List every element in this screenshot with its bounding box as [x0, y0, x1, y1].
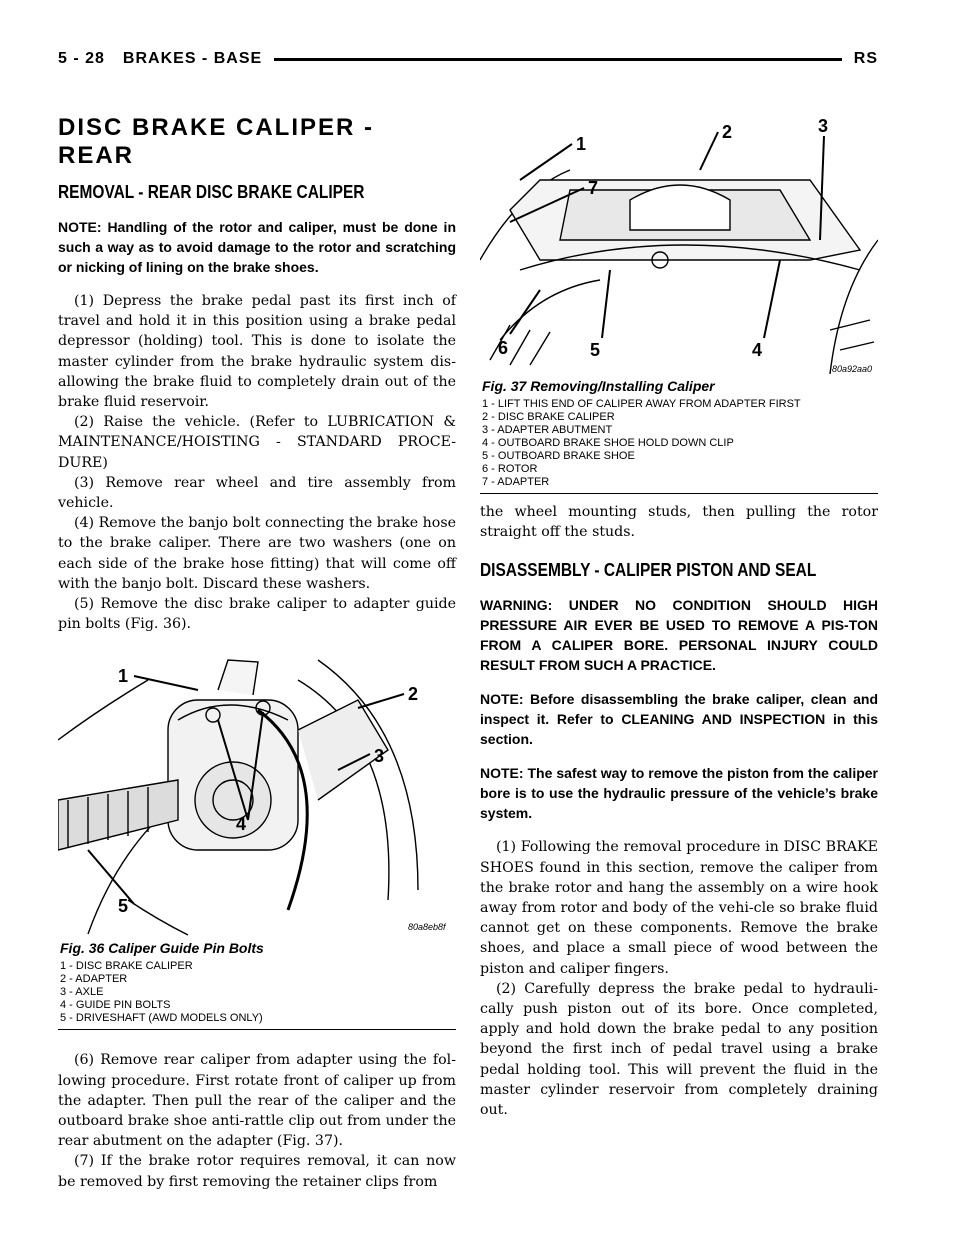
fig37-caption: Fig. 37 Removing/Installing Caliper — [482, 378, 715, 394]
fig37-legend-item: 2 - DISC BRAKE CALIPER — [482, 411, 615, 423]
page-header — [58, 44, 878, 74]
fig36-legend-item: 5 - DRIVESHAFT (AWD MODELS ONLY) — [60, 1012, 263, 1025]
fig37-illustration — [480, 110, 878, 374]
fig37-legend-item: 4 - OUTBOARD BRAKE SHOE HOLD DOWN CLIP — [482, 437, 734, 449]
fig36-legend — [58, 960, 456, 1030]
left-column — [58, 108, 456, 1192]
fig37-callout-2: 2 — [722, 122, 733, 142]
step-7: (7) If the brake rotor requires removal, it can now be removed by first removing the retainer clips from — [58, 1153, 456, 1190]
step-5: (5) Remove the disc brake caliper to adapter guide pin bolts (Fig. 36). — [58, 596, 456, 633]
step-2: (2) Raise the vehicle. (Refer to LUBRICATION & MAINTENANCE/HOISTING - STANDARD PROCE-DURE) — [58, 414, 456, 471]
disassembly-heading: DISASSEMBLY - CALIPER PISTON AND SEAL — [480, 560, 817, 581]
fig37-code: 80a92aa0 — [832, 364, 873, 374]
fig36-legend-item: 4 - GUIDE PIN BOLTS — [60, 999, 171, 1012]
fig36-callout-4: 4 — [236, 814, 247, 835]
disassembly-step-1: (1) Following the removal procedure in DISC BRAKE SHOES found in this section, remove the caliper from the brake rotor and hang the assembly on a wire hook away from rotor and body of the vehi-cle so brake fluid cannot get on these components. Remove the brake shoes, and place a small piece of wood between the piston and caliper fingers. — [480, 839, 878, 977]
fig37-callout-5: 5 — [590, 340, 601, 360]
fig36-callout-5: 5 — [118, 896, 129, 917]
fig37-callout-7: 7 — [588, 178, 599, 198]
fig37-legend-item: 3 - ADAPTER ABUTMENT — [482, 424, 613, 436]
section-code: RS — [853, 50, 878, 67]
continuation-text: the wheel mounting studs, then pulling the rotor straight off the studs. — [480, 504, 878, 541]
fig36-legend-item: 2 - ADAPTER — [60, 973, 128, 986]
fig37-legend-item: 5 - OUTBOARD BRAKE SHOE — [482, 450, 635, 462]
right-column — [480, 110, 878, 1120]
step-3: (3) Remove rear wheel and tire assembly from vehicle. — [58, 474, 456, 512]
fig36-illustration — [58, 650, 456, 936]
step-4: (4) Remove the banjo bolt connecting the brake hose to the brake caliper. There are two washers (one on each side of the brake hose fitting) that will come off with the banjo bolt. Discard these washers. — [58, 515, 456, 592]
disassembly-step-2: (2) Carefully depress the brake pedal to hydrauli-cally push piston out of its bore. Once completed, apply and hold down the brake pedal to any position beyond the first inch of pedal travel using a brake pedal holding tool. This will prevent the fluid in the master cylinder reservoir from completely draining out. — [480, 980, 878, 1119]
section-title: BRAKES - BASE — [122, 50, 263, 67]
fig36-legend-item: 1 - DISC BRAKE CALIPER — [60, 960, 193, 973]
fig36-code: 80a8eb8f — [408, 922, 446, 933]
fig37-callout-6: 6 — [498, 338, 509, 358]
removal-heading: REMOVAL - REAR DISC BRAKE CALIPER — [58, 182, 365, 202]
note-inspect: NOTE: Before disassembling the brake caliper, clean and inspect it. Refer to CLEANING AND INSPECTION in this section. — [480, 691, 878, 748]
step-6: (6) Remove rear caliper from adapter using the fol-lowing procedure. First rotate front of caliper up from the adapter. Then pull the rear of the caliper and the outboard brake shoe anti-rattle clip out from under the rear abutment on the adapter (Fig. 37). — [58, 1052, 456, 1150]
warning-text: WARNING: UNDER NO CONDITION SHOULD HIGH PRESSURE AIR EVER BE USED TO REMOVE A PIS-TON FROM A CALIPER BORE. PERSONAL INJURY COULD RESULT FROM SUCH A PRACTICE. — [480, 597, 878, 674]
fig37-callout-1: 1 — [576, 134, 587, 154]
fig37-legend-item: 6 - ROTOR — [482, 463, 538, 475]
step-1: (1) Depress the brake pedal past its first inch of travel and hold it in this position using a brake pedal depressor (holding) tool. This is done to isolate the master cylinder from the brake hydraulic system dis-allowing the brake fluid to completely drain out of the brake fluid reservoir. — [58, 293, 456, 411]
fig36-callout-1: 1 — [118, 666, 129, 687]
fig37-legend — [480, 398, 878, 494]
fig36-caption: Fig. 36 Caliper Guide Pin Bolts — [60, 940, 264, 957]
fig37-legend-item: 7 - ADAPTER — [482, 476, 550, 488]
fig37-callout-4: 4 — [752, 340, 763, 360]
note-safest-way: NOTE: The safest way to remove the piston from the caliper bore is to use the hydraulic pressure of the vehicle’s brake system. — [480, 765, 878, 822]
fig36-callout-2: 2 — [408, 684, 419, 705]
fig37-callout-3: 3 — [818, 116, 829, 136]
fig37-legend-item: 1 - LIFT THIS END OF CALIPER AWAY FROM ADAPTER FIRST — [482, 398, 801, 410]
fig36-figure — [58, 650, 456, 1030]
header-rule — [274, 58, 842, 61]
handling-note: NOTE: Handling of the rotor and caliper, must be done in such a way as to avoid damage to the rotor and scratching or nicking of lining on the brake shoes. — [58, 219, 456, 275]
page-title: DISC BRAKE CALIPER - REAR — [58, 114, 375, 169]
fig37-figure — [480, 110, 878, 494]
page-number: 5 - 28 — [58, 50, 105, 67]
fig36-legend-item: 3 - AXLE — [60, 986, 104, 999]
fig36-callout-3: 3 — [374, 746, 385, 767]
